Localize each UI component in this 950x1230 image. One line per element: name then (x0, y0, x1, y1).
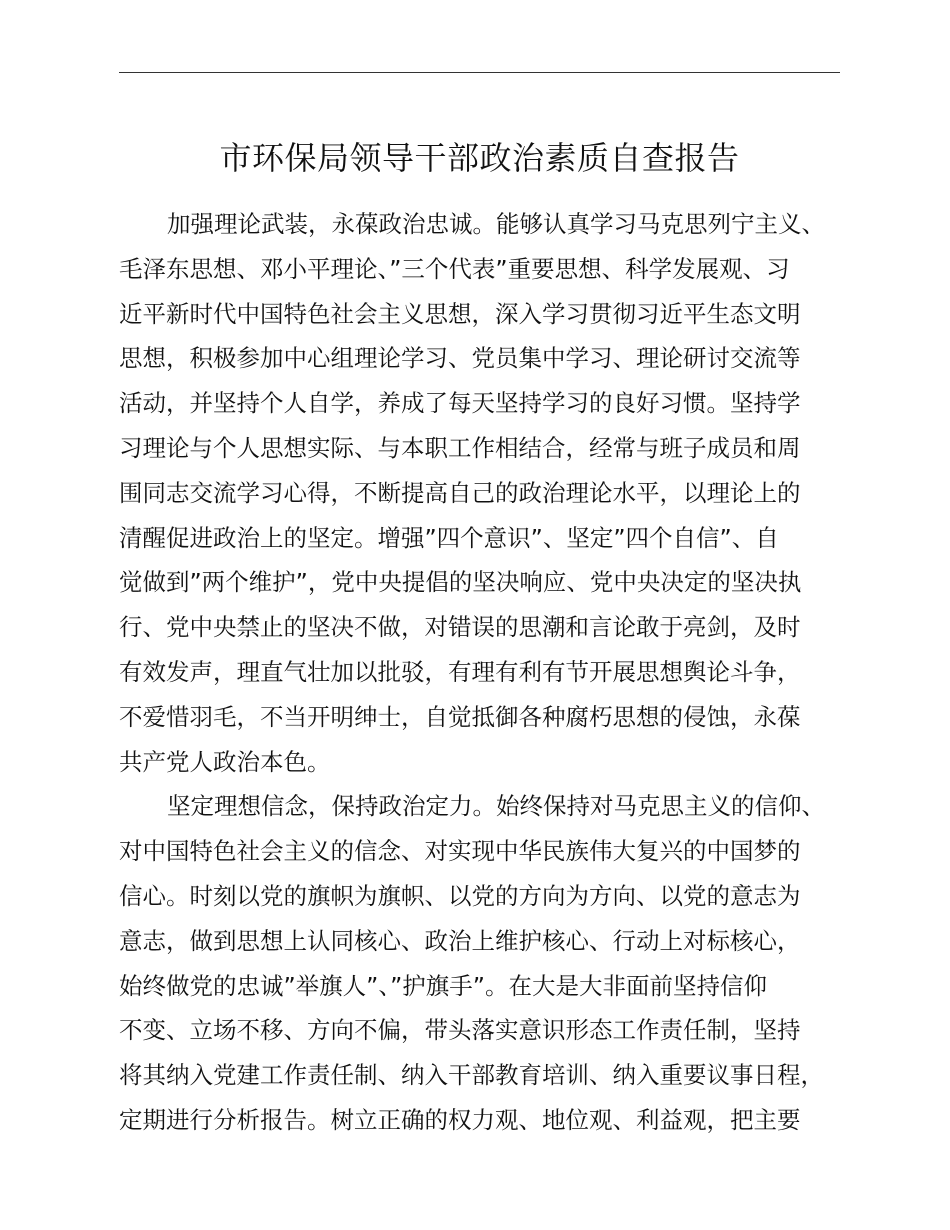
paragraph-2-line-2: 对中国特色社会主义的信念、对实现中华民族伟大复兴的中国梦的 (119, 837, 801, 866)
paragraph-1-line-12: 不爱惜羽毛，不当开明绅士，自觉抵御各种腐朽思想的侵蚀，永葆 (119, 702, 801, 731)
paragraph-1-line-9: 觉做到”两个维护”，党中央提倡的坚决响应、党中央决定的坚决执 (119, 568, 802, 597)
paragraph-2-line-4: 意志，做到思想上认同核心、政治上维护核心、行动上对标核心， (119, 926, 801, 955)
paragraph-1-line-7: 围同志交流学习心得，不断提高自己的政治理论水平，以理论上的 (119, 478, 801, 507)
paragraph-1-line-1: 加强理论武装，永葆政治忠诚。能够认真学习马克思列宁主义、 (167, 210, 825, 238)
document-title: 市环保局领导干部政治素质自查报告 (219, 139, 740, 177)
paragraph-1-line-2: 毛泽东思想、邓小平理论、”三个代表”重要思想、科学发展观、习 (119, 254, 790, 283)
paragraph-2-line-7: 将其纳入党建工作责任制、纳入干部教育培训、纳入重要议事日程， (119, 1061, 824, 1090)
paragraph-2-line-1: 坚定理想信念，保持政治定力。始终保持对马克思主义的信仰、 (167, 792, 825, 821)
paragraph-1-line-11: 有效发声，理直气壮加以批驳，有理有利有节开展思想舆论斗争， (119, 657, 801, 686)
document-body (119, 202, 840, 1143)
paragraph-2-line-6: 不变、立场不移、方向不偏，带头落实意识形态工作责任制，坚持 (119, 1016, 801, 1045)
paragraph-1-line-8: 清醒促进政治上的坚定。增强”四个意识”、坚定”四个自信”、自 (119, 523, 779, 552)
paragraph-1-line-3: 近平新时代中国特色社会主义思想，深入学习贯彻习近平生态文明 (119, 299, 801, 328)
paragraph-1-line-10: 行、党中央禁止的坚决不做，对错误的思潮和言论敢于亮剑，及时 (119, 613, 801, 642)
paragraph-2-line-3: 信心。时刻以党的旗帜为旗帜、以党的方向为方向、以党的意志为 (119, 881, 801, 910)
paragraph-1-line-5: 活动，并坚持个人自学，养成了每天坚持学习的良好习惯。坚持学 (119, 389, 801, 418)
paragraph-1-line-4: 思想，积极参加中心组理论学习、党员集中学习、理论研讨交流等 (119, 344, 801, 373)
paragraph-2-line-8: 定期进行分析报告。树立正确的权力观、地位观、利益观，把主要 (119, 1105, 801, 1134)
paragraph-1-line-13: 共产党人政治本色。 (119, 747, 331, 776)
paragraph-1-line-6: 习理论与个人思想实际、与本职工作相结合，经常与班子成员和周 (119, 433, 801, 462)
header-divider (119, 72, 840, 73)
paragraph-2-line-5: 始终做党的忠诚”举旗人”、”护旗手”。在大是大非面前坚持信仰 (119, 971, 767, 1000)
